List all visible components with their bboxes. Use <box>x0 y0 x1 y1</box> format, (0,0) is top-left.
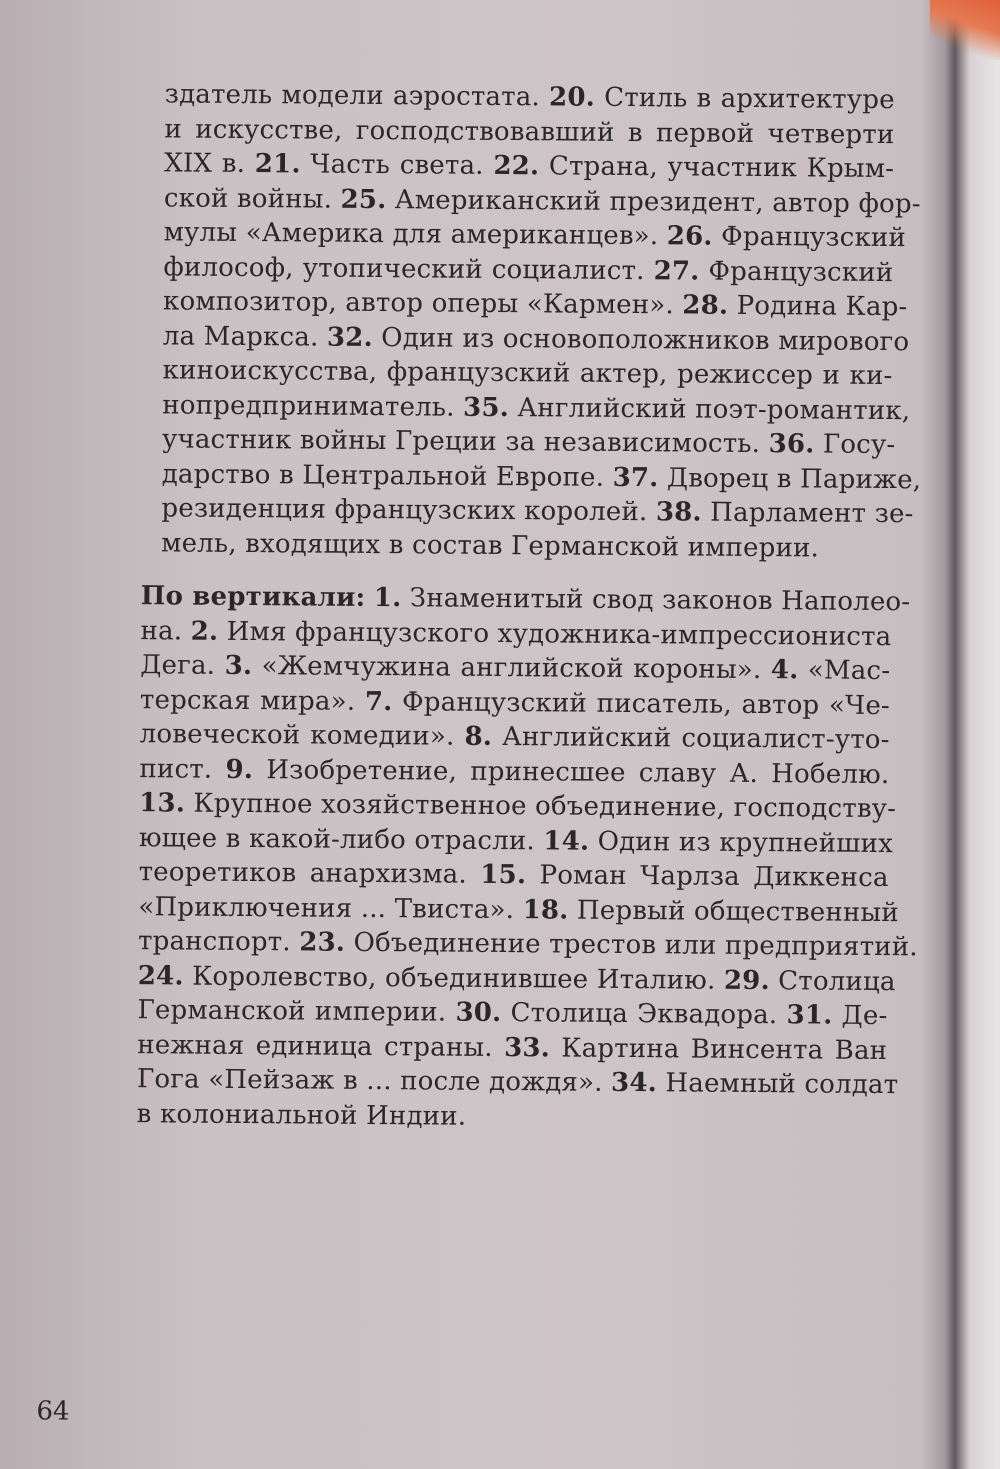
clue-text: мель, входящих в состав Германской империи. <box>161 527 820 564</box>
text-line <box>138 890 900 930</box>
clue-number: 25. <box>340 184 387 215</box>
clue-text: Гога «Пейзаж в ... после дождя». <box>136 1064 612 1098</box>
clue-text: Госу- <box>814 429 896 461</box>
text-line <box>161 422 896 462</box>
clue-text: Столица Эквадора. <box>501 998 787 1031</box>
text-line <box>162 353 892 393</box>
clue-text: Один из крупнейших <box>589 826 894 859</box>
clue-number: 21. <box>254 149 301 180</box>
clue-text: и искусстве, господствовавший в первой четверти <box>164 113 895 150</box>
clue-text: в колониальной Индии. <box>136 1098 467 1132</box>
clue-number: 32. <box>326 322 373 353</box>
clue-text: участник войны Греции за независимость. <box>161 424 769 460</box>
clue-text: Де- <box>832 1000 888 1032</box>
clue-text: Родина Кар- <box>728 290 908 323</box>
text-line <box>137 959 896 999</box>
clue-text: Имя французского художника-импрессиониста <box>218 616 892 652</box>
clue-number: 23. <box>299 927 346 958</box>
clue-number: 20. <box>549 82 596 113</box>
text-line <box>161 526 891 566</box>
clue-number: 15. <box>480 859 527 891</box>
text-line <box>137 1028 887 1068</box>
text-line <box>138 855 888 895</box>
clue-text: Столица <box>769 965 896 997</box>
clue-text: «Мас- <box>798 655 891 687</box>
text-line <box>163 284 908 324</box>
clue-text: резиденция французских королей. <box>161 493 657 528</box>
clue-text: транспорт. <box>137 926 300 958</box>
clue-text: нежная единица страны. <box>137 1029 505 1063</box>
clue-text: мулы «Америка для американцев». <box>163 217 667 252</box>
clue-number: 18. <box>522 894 569 926</box>
clue-text: пист. <box>139 753 226 785</box>
clue-text: Французский <box>712 221 907 254</box>
text-line <box>137 993 887 1033</box>
clue-text: Дега. <box>140 650 225 681</box>
text-line <box>139 752 889 792</box>
clue-number: 27. <box>653 255 700 287</box>
clue-text: XIX в. <box>164 148 255 180</box>
text-line <box>162 319 910 359</box>
clue-number: 14. <box>543 825 590 857</box>
page-number: 64 <box>36 1396 70 1427</box>
clue-number: 28. <box>682 290 729 321</box>
clue-number: 22. <box>493 150 540 182</box>
clue-text: Крупное хозяйственное объединение, господству- <box>184 788 897 825</box>
text-line <box>164 146 894 186</box>
clue-text: Парламент зе- <box>701 497 914 530</box>
clue-text: композитор, автор оперы «Кармен». <box>163 286 683 321</box>
text-line <box>136 1062 899 1102</box>
clue-text: Часть света. <box>300 149 494 181</box>
clue-text: Американский президент, автор фор- <box>386 184 921 219</box>
clue-text: Английский поэт-романтик, <box>508 392 911 426</box>
text-line <box>164 112 894 152</box>
clue-text: Французский писатель, автор «Че- <box>392 686 891 721</box>
clue-text: ла Маркса. <box>162 320 328 353</box>
clue-text: философ, утопический социалист. <box>163 251 654 286</box>
clue-number: 38. <box>655 497 702 528</box>
clue-text: Знаменитый свод законов Наполео- <box>401 583 911 618</box>
clue-text: Дворец в Париже, <box>658 462 922 495</box>
clue-number: 37. <box>612 462 659 493</box>
clue-text: ской войны. <box>163 182 341 215</box>
text-line <box>162 388 911 428</box>
clue-text: ловеческой комедии». <box>139 719 465 752</box>
clue-text: «Жемчужина английской короны». <box>252 651 771 686</box>
text-line <box>163 250 893 290</box>
clue-text: Первый общественный <box>568 895 900 928</box>
text-line <box>140 614 890 654</box>
clue-text: здатель модели аэростата. <box>164 79 550 113</box>
clue-text: Изобретение, принесшее славу А. Нобелю. <box>253 754 890 790</box>
clue-number: 2. <box>190 616 219 647</box>
clue-text: терская мира». <box>139 684 366 717</box>
clue-number: 8. <box>464 721 493 752</box>
text-line <box>161 491 914 531</box>
clue-text: Стиль в архитектуре <box>594 82 895 116</box>
clue-number: 29. <box>723 965 770 996</box>
clue-number: По вертикали: <box>140 581 366 613</box>
clue-number: 9. <box>225 754 254 785</box>
text-line <box>140 683 890 723</box>
text-line <box>137 924 918 964</box>
clue-number: 35. <box>462 392 510 423</box>
clue-text: Германской империи. <box>137 995 456 1028</box>
clue-text: Наемный солдат <box>656 1068 899 1101</box>
text-line <box>138 821 894 861</box>
clue-number: 30. <box>455 997 502 1029</box>
clue-number: 31. <box>786 1000 833 1031</box>
clue-text: нопредприниматель. <box>162 389 464 423</box>
clue-text: Страна, участник Крым- <box>539 151 895 185</box>
clue-text: Один из основоположников мирового <box>372 322 910 357</box>
clue-text: теоретиков анархизма. <box>138 857 481 890</box>
clue-text: Картина Винсента Ван <box>549 1032 888 1066</box>
text-line <box>139 786 897 826</box>
clue-text <box>365 583 374 613</box>
text-line <box>140 579 911 619</box>
paragraph-vertical-clues <box>136 579 918 1137</box>
clue-number: 36. <box>768 429 815 460</box>
text-line <box>165 77 895 117</box>
clue-text: Королевство, объединившее Италию. <box>183 961 725 996</box>
text-line <box>161 457 922 497</box>
clue-number: 34. <box>611 1067 658 1099</box>
clue-text: киноискусства, французский актер, режиссер и ки- <box>162 355 893 392</box>
clue-number: 33. <box>504 1032 551 1063</box>
clue-number: 4. <box>770 655 799 686</box>
text-line <box>140 648 890 688</box>
clue-number: 3. <box>224 650 253 682</box>
clue-number: 1. <box>373 583 402 614</box>
clue-text: Объединение трестов или предприятий. <box>344 927 918 963</box>
clue-text: Роман Чарлза Диккенса <box>526 860 889 894</box>
clue-number: 24. <box>137 960 184 992</box>
clue-text: Английский социалист-уто- <box>491 721 890 756</box>
clue-number: 7. <box>364 686 393 717</box>
clue-text: на. <box>140 615 191 647</box>
clue-number: 13. <box>139 788 186 819</box>
clue-number: 26. <box>666 221 713 252</box>
paragraph-horizontal-clues-continued <box>161 77 922 566</box>
text-line <box>163 215 907 255</box>
clue-text: Французский <box>699 256 894 288</box>
clue-text: «Приключения ... Твиста». <box>138 891 523 925</box>
text-line <box>137 1097 887 1137</box>
text-line <box>140 717 890 757</box>
text-line <box>163 181 921 221</box>
clue-text: ющее в какой-либо отрасли. <box>138 822 544 856</box>
clue-text: дарство в Центральной Европе. <box>161 458 613 493</box>
